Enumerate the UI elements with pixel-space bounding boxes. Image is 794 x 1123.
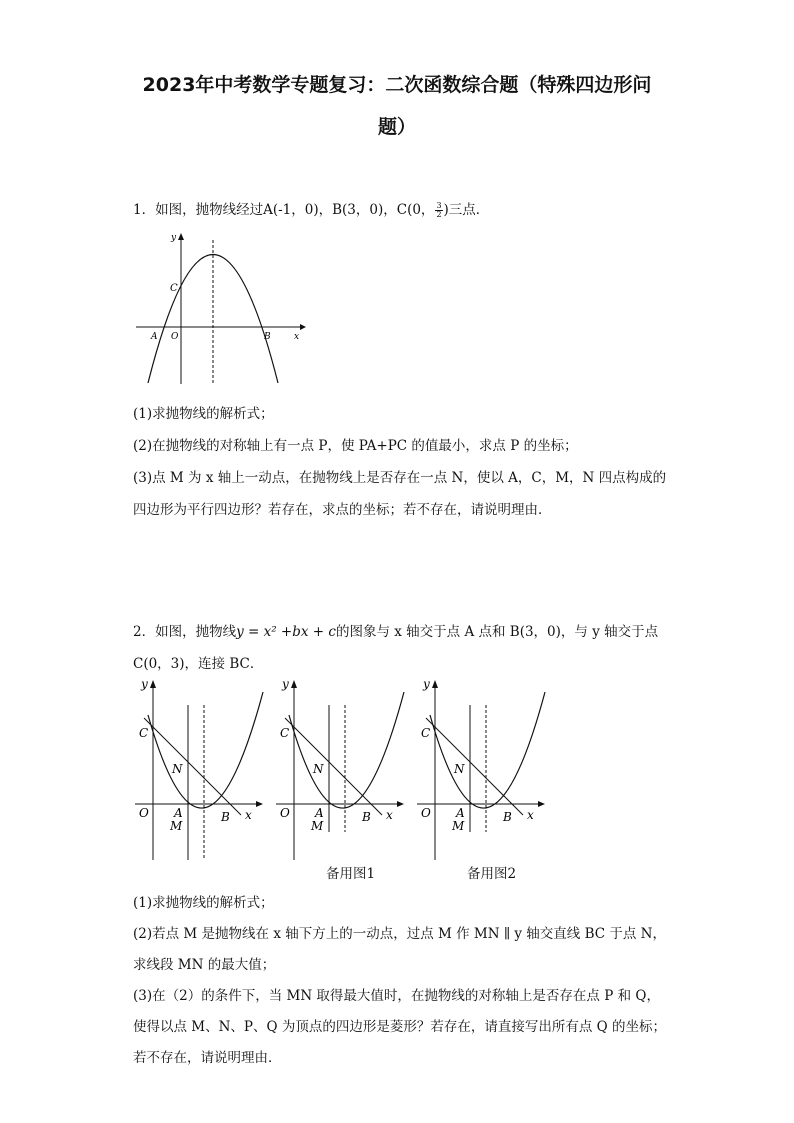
q1-parabola (148, 255, 278, 384)
q1-part3-line2: 四边形为平行四边形？若存在，求点的坐标；若不存在，请说明理由． (133, 502, 552, 518)
q2b2-y-arrow (432, 680, 438, 688)
q1-label-x: x (294, 332, 300, 342)
q2-caption-backup1: 备用图1 (326, 866, 376, 882)
q2b1-label-x: x (386, 808, 393, 822)
q2-part3-line1: (3)在（2）的条件下，当 MN 取得最大值时，在抛物线的对称轴上是否存在点 P 和 Q， (133, 988, 660, 1004)
q2-y-arrow (150, 680, 156, 688)
q1-stem (133, 198, 489, 219)
q2b1-label-A: A (315, 806, 324, 820)
q1-x-arrow (300, 324, 306, 330)
q2b2-line-bc (426, 718, 523, 815)
q1-stem-prefix: 1．如图，抛物线经过 (133, 202, 264, 218)
q2b2-parabola (430, 692, 545, 808)
q2b2-label-B: B (503, 810, 512, 824)
q1-label-C: C (170, 283, 178, 294)
q1-label-A: A (151, 332, 158, 342)
q2-stem-line1 (133, 620, 658, 640)
q2-label-A: A (174, 806, 183, 820)
q1-y-arrow (178, 233, 184, 240)
q2-stem-a2: 的图象与 x 轴交于点 A 点和 B(3，0)，与 y 轴交于点 (335, 624, 659, 640)
q2-x-arrow (256, 801, 263, 807)
q2b1-parabola (289, 692, 404, 808)
q2-label-N: N (172, 762, 183, 776)
q2b1-label-C: C (280, 726, 290, 740)
page-title-line2: 题） (377, 116, 416, 138)
q1-frac-den: 2 (436, 210, 442, 219)
q2b2-label-O: O (421, 806, 431, 820)
q2b2-label-x: x (527, 808, 534, 822)
q2-figure-backup1 (271, 672, 411, 864)
q2-part3-line3: 若不存在，请说明理由． (133, 1050, 282, 1066)
q2-label-x: x (245, 808, 252, 822)
q2-stem-line2: C(0，3)，连接 BC． (133, 656, 264, 672)
q1-label-y: y (171, 233, 177, 243)
q2-label-C: C (139, 726, 149, 740)
q2-caption-backup2: 备用图2 (467, 866, 517, 882)
q2b2-label-C: C (421, 726, 431, 740)
q1-part3-line1: (3)点 M 为 x 轴上一动点，在抛物线上是否存在一点 N，使以 A，C，M，N 四点构成的 (133, 470, 667, 486)
q2b1-line-bc (285, 718, 382, 815)
q1-label-O: O (171, 332, 179, 342)
page-title-line1: 2023年中考数学专题复习：二次函数综合题（特殊四边形问 (142, 74, 652, 96)
q2-part2-line1: (2)若点 M 是抛物线在 x 轴下方上的一动点，过点 M 作 MN ∥ y 轴交直线 BC 于点 N， (133, 926, 666, 942)
q2-label-M: M (170, 819, 183, 833)
q2-line-bc (144, 718, 241, 815)
q2b1-label-M: M (311, 819, 324, 833)
q1-part1: (1)求抛物线的解析式； (133, 406, 274, 422)
q2b2-label-N: N (454, 762, 465, 776)
q2b2-label-A: A (456, 806, 465, 820)
q2b2-label-y: y (423, 677, 430, 691)
q2-figure-backup2 (412, 672, 552, 864)
q1-label-B: B (264, 332, 271, 342)
q1-figure (130, 228, 310, 388)
q2b1-label-B: B (362, 810, 371, 824)
q2b1-label-N: N (313, 762, 324, 776)
q2-part3-line2: 使得以点 M、N、P、Q 为顶点的四边形是菱形？若存在，请直接写出所有点 Q 的坐标； (133, 1019, 667, 1035)
q2b1-x-arrow (397, 801, 404, 807)
q2b2-x-arrow (538, 801, 545, 807)
q1-part2: (2)在抛物线的对称轴上有一点 P，使 PA+PC 的值最小，求点 P 的坐标； (133, 438, 578, 454)
q1-stem-suffix: )三点． (443, 202, 490, 218)
q2-stem-a1: 2．如图，抛物线 (133, 624, 237, 640)
q2-part1: (1)求抛物线的解析式； (133, 895, 274, 911)
q2b2-label-M: M (452, 819, 465, 833)
q1-stem-points: A(-1，0)，B(3，0)，C(0， (263, 202, 435, 218)
q2-label-B: B (221, 810, 230, 824)
q1-frac-num: 3 (436, 201, 442, 210)
q2-part2-line2: 求线段 MN 的最大值； (133, 957, 276, 973)
q1-fraction (435, 202, 442, 219)
q2-formula: y = x² +bx + c (236, 624, 336, 640)
q2-label-y: y (141, 677, 148, 691)
q2b1-y-arrow (291, 680, 297, 688)
q2-label-O: O (139, 806, 149, 820)
q2-parabola (148, 692, 263, 808)
q2-figure-main (130, 672, 270, 864)
q2b1-label-y: y (282, 677, 289, 691)
q2b1-label-O: O (280, 806, 290, 820)
